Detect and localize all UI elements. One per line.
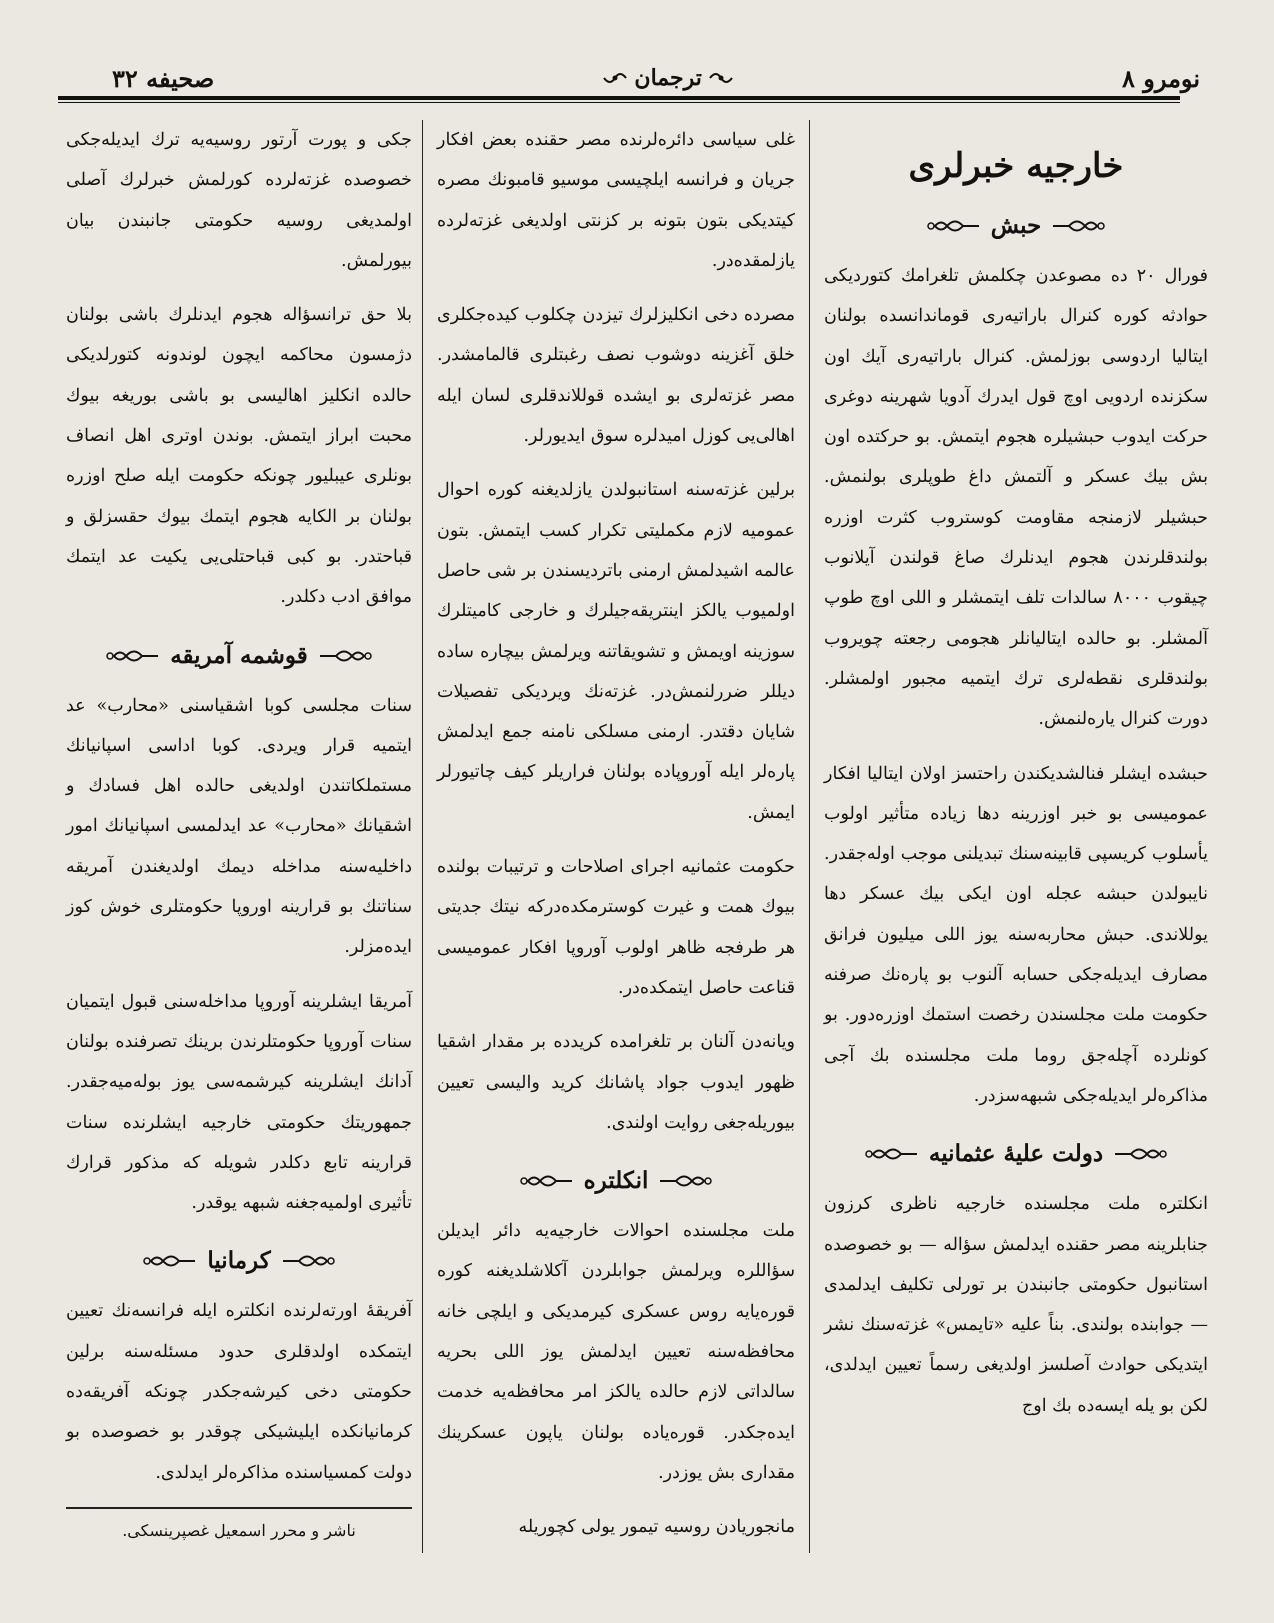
paragraph: آمریقا ایشلرینه آوروپا مداخله‌سنی قبول ایتمیان سنات آوروپا حکومتلرندن برینك تصرفنده بولنان آدانك ایشلرینه کیرشمه‌سی یوز بوله‌میه‌جقدر. جمهوریتك حکومتی خارجیه ایشلرنده سنات قرارینه تابع دکلدر شویله که مذکور قرارك تأثیری اولمیه‌جغنه شبهه یوقدر.: [66, 991, 412, 1214]
paragraph: فورال ۲۰ ده مصوعدن چکلمش تلغرامك کتوردیکی حوادثه کوره کنرال باراتیه‌ری قوماندانسده بولنان ایتالیا اردوسی بوزلمش. کنرال باراتیه‌ری آیك اون سکزنده اردویی اوچ قول ایدرك آدویا شهرینه دوغری حرکت ایدوب حبشیلره هجوم ایتمش. بو حرکتده اون بش بیك عسکر و آلتمش داغ طوپلری بولنمش. حبشیلر لازمنجه مقاومت کوستروب کثرت اوزره بولندقلرندن هجوم ایدنلرك صاغ قولندن آیلانوب چیقوب ۸۰۰۰ سالدات تلف ایتمشلر و اللی اوچ طوپ آلمشلر. بو حالده ایتالیانلر هجومی رجعته چویروب بولندقلری نقطه‌لری ترك ایتمیه مجبور اولمشلر. دورت کنرال یاره‌لنمش.: [824, 266, 1209, 730]
flourish-icon: [1051, 215, 1105, 237]
column-middle: [422, 120, 810, 1553]
column-left: [52, 120, 422, 1553]
imprint-rule: [66, 1507, 412, 1509]
columns: [52, 120, 1222, 1553]
section-title-foreign-news: خارجیه خبرلری: [908, 146, 1124, 186]
section-heading: [824, 202, 1208, 250]
ornament-icon: [708, 69, 734, 87]
heading-text: دولت علیهٔ عثمانیه: [928, 1140, 1104, 1168]
paragraph: حبشده ایشلر فنالشدیکندن راحتسز اولان ایتالیا افکار عمومیسی بو خبر اوزرینه دها زیاده متأثیر اولوب یأسلوب کریسپی قابینه‌سنك تبدیلنی موجب اوله‌جقدر. نایبولدن حبشه عجله اون ایکی بیك عسکر دها یوللاندی. حبش محاربه‌سنه یوز اللی میلیون فرانق مصارف ایدیله‌جکی حسابه آلنوب بو پاره‌نك صرفنه حکومت ملت مجلسندن رخصت استمك اوزره‌دور. بو کونلرده آچله‌جق روما ملت مجلسنده بك آجی مذاکره‌لر ایدیله‌جکی شبهه‌سزدر.: [824, 763, 1208, 1106]
flourish-icon: [520, 1170, 574, 1192]
issue-number: نومرو ۸: [1121, 63, 1200, 93]
paragraph: آفریقهٔ اورته‌لرنده انکلتره ایله فرانسه‌نك تعیین ایتمکده اولدقلری حدود مسئله‌سنه برلین حکومتی دخی کیرشه‌جکدر چونکه آفریقه‌ده کرمانیانکده ایلیشیکی چوقدر بو خصوصده بو دولت کمسیاسنده مذاکره‌لر ایدلدی.: [66, 1301, 412, 1483]
paragraph: ملت مجلسنده احوالات خارجیه‌یه دائر ایدیلن سؤاللره ویرلمش جوابلردن آکلاشلدیغنه کوره قوره‌یایه روس عسکری کیرمدیکی و ایلچی خانه محافظه‌سنه تعیین ایدلمش یوز اللی بحریه سالداتی لازم حالده یالکز امر محافظه‌یه خدمت ایده‌جکدر. قوره‌یاده بولنان یاپون عسکرینك مقداری بش یوزدر.: [437, 1221, 795, 1483]
newspaper-title: ترجمان: [634, 65, 702, 91]
paragraph: غلی سیاسی دائره‌لرنده مصر حقنده بعض افکار جریان و فرانسه ایلچیسی موسیو قامبونك مصره کیتدیکی بتون بتونه بر کزنتی اولدیغی غزته‌لرده یازلمقده‌در.: [437, 130, 795, 271]
flourish-icon: [281, 1250, 335, 1272]
paragraph: برلین غزته‌سنه استانبولدن یازلدیغنه کوره احوال عمومیه لازم مکملیتی تکرار کسب ایتمش. بتون عالمه اشیدلمش ارمنی باتردیسندن بر شی حاصل اولمیوب یالکز اینتریقه‌جیلرك و خارجی کامیتلرك سوزینه اویمش و تشویقاتنه ویرلمش بیچاره ساده دیللر ضررلنمش‌در. غزته‌نك ویردیکی تفصیلات شایان دقتدر. ارمنی مسلکی نامنه جمع ایدلمش پاره‌لر ایله آوروپاده بولنان فراریلر کیف چاتیورلر ایمش.: [437, 480, 795, 823]
section-heading: [437, 1157, 795, 1205]
flourish-icon: [1113, 1143, 1167, 1165]
paragraph: ویانه‌دن آلنان بر تلغرامده کریدده بر مقدار اشقیا ظهور ایدوب جواد پاشانك کرید والیسی تعیین بیوریله‌جغی روایت اولندی.: [437, 1032, 795, 1133]
flourish-icon: [143, 1250, 197, 1272]
flourish-icon: [865, 1143, 919, 1165]
flourish-icon: [106, 645, 160, 667]
section-heading: [66, 632, 412, 680]
flourish-icon: [658, 1170, 712, 1192]
paragraph: مانجوریادن روسیه تیمور یولی کچوریله: [518, 1517, 795, 1538]
header-rule: [58, 96, 1180, 103]
column-right: [810, 120, 1222, 1553]
paragraph: حکومت عثمانیه اجرای اصلاحات و ترتیبات بولنده بیوك همت و غیرت کوسترمکده‌درکه نیتك جدیتی هر طرفجه ظاهر اولوب آوروپا افکار عمومیسی قناعت حاصل ایتمکده‌در.: [437, 857, 795, 998]
imprint: ناشر و محرر اسمعیل غصپرینسکی.: [122, 1520, 356, 1540]
heading-text: حبش: [990, 212, 1042, 239]
paragraph: سنات مجلسی کوبا اشقیاسنی «محارب» عد ایتمیه قرار ویردی. کوبا اداسی اسپانیانك مستملکاتندن اولدیغی حالده اهل فسادك و اشقیانك «محارب» عد ایدلمسی اسپانیانك امور داخلیه‌سنه مداخله دیمك اولدیغندن آمریقه سناتنك بو قرارینه اوروپا حکومتلری خوش کوز ایده‌مزلر.: [66, 695, 412, 958]
heading-text: انکلتره: [583, 1167, 649, 1195]
masthead: [602, 65, 733, 91]
paragraph: مصرده دخی انکلیزلرك تیزدن چکلوب کیده‌جکلری خلق آغزینه دوشوب نصف رغبتلری قالمامشدر. مصر غزته‌لری بو ایشده قوللاندقلری لسان ایله اهالی‌یی کوزل امیدلره سوق ایدیورلر.: [437, 305, 795, 447]
flourish-icon: [927, 215, 981, 237]
heading-text: کرمانیا: [207, 1247, 271, 1275]
section-heading: [66, 1237, 412, 1285]
page-number: صحیفه ۳۲: [112, 63, 215, 93]
flourish-icon: [318, 645, 372, 667]
paragraph: جکی و پورت آرتور روسیه‌یه ترك ایدیله‌جکی خصوصده غزته‌لرده کورلمش خبرلرك آصلی اولمدیغی روسیه حکومتی جانبندن بیان بیورلمش.: [66, 130, 412, 271]
section-heading: [824, 1130, 1208, 1178]
ornament-icon: [602, 69, 628, 87]
paragraph: بلا حق ترانسؤاله هجوم ایدنلرك باشی بولنان دژمسون محاکمه ایچون لوندونه کتورلدیکی حالده انکلیز اهالیسی بو باشی بوریغه بیوك محبت ابراز ایتمش. بوندن اوتری اهل انصاف بونلری عیبلیور چونکه حکومت ایله صلح اوزره بولنان بر الکایه هجوم ایتمك بیوك حقسزلق و قباحتدر. بو کبی قباحتلی‌یی یکیت عد ایتمك موافق ادب دکلدر.: [66, 305, 412, 608]
heading-text: قوشمه آمریقه: [170, 641, 308, 669]
paragraph: انکلتره ملت مجلسنده خارجیه ناظری کرزون جنابلرینه مصر حقنده ایدلمش سؤاله — بو خصوصده استانبول حکومتی جانبندن بر تورلی تکلیف ایدلمدی — جوابنده بولندی. بناً علیه «تایمس» غزته‌سنك نشر ایتدیکی حوادث آصلسز اولدیغی رسماً تعیین ایدلدی، لکن بو یله ایسه‌ده بك اوج: [824, 1194, 1208, 1416]
